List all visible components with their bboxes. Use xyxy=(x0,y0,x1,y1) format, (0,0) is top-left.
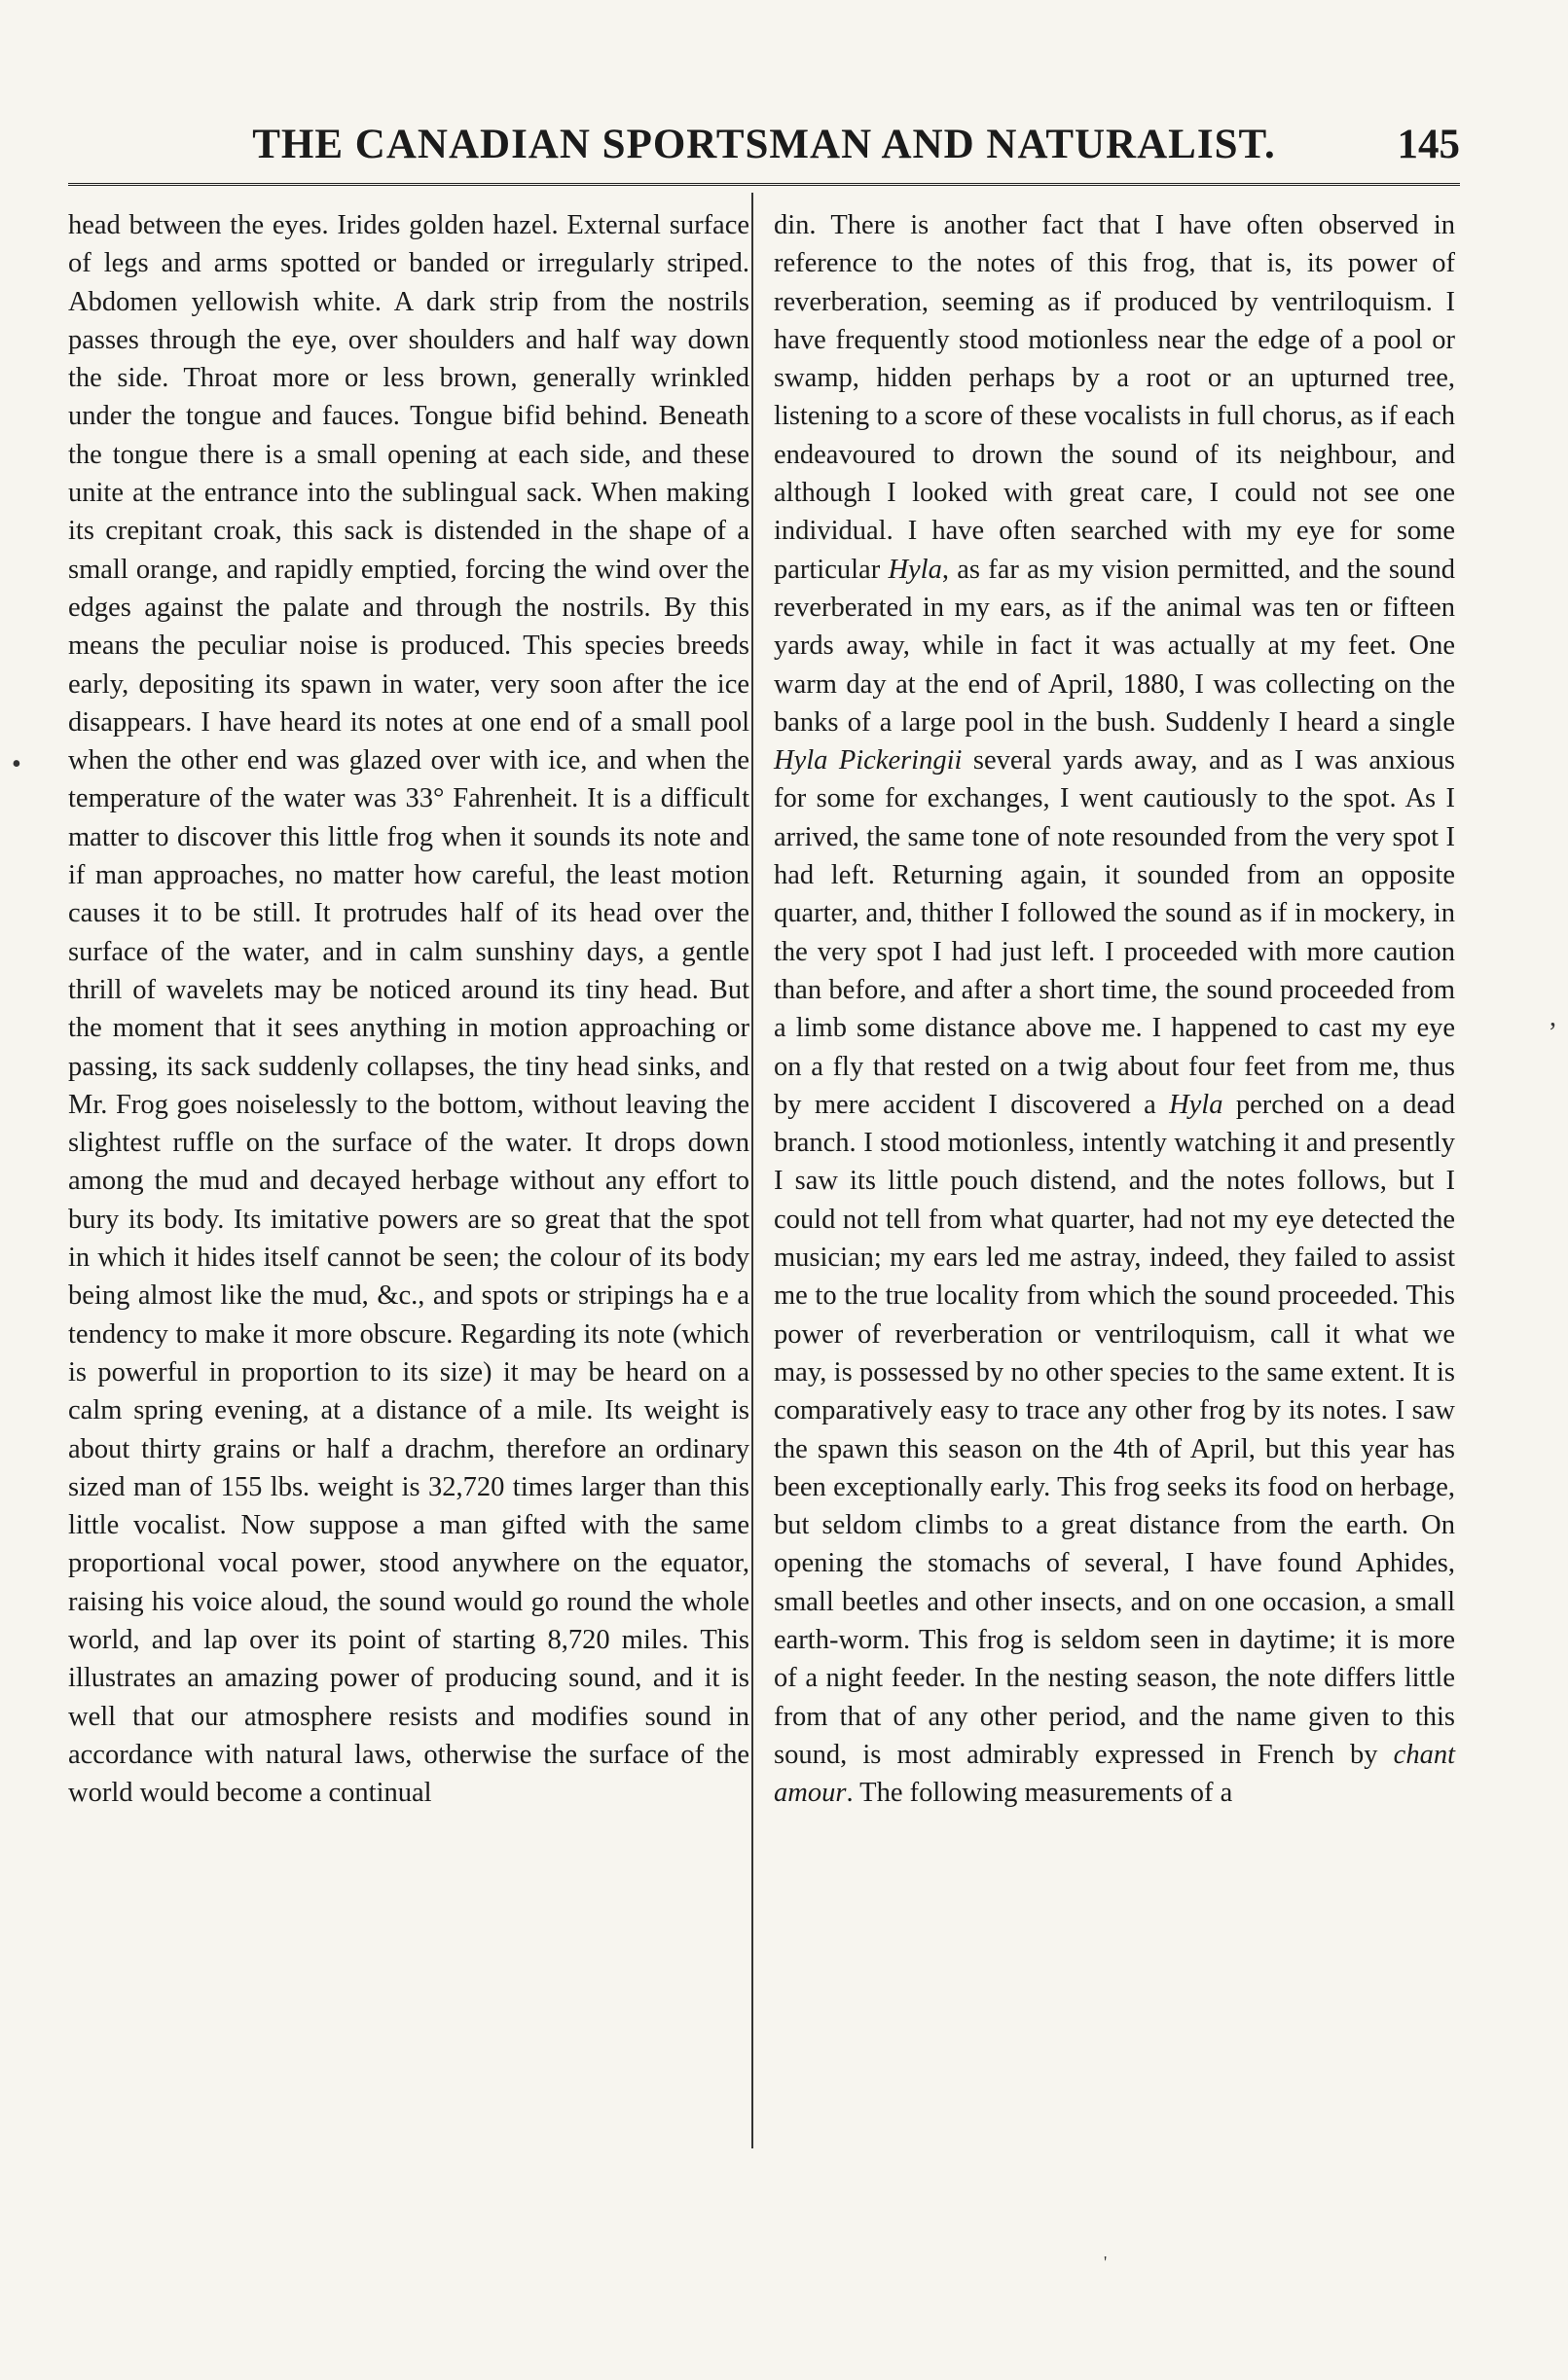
french-phrase: chant amour xyxy=(774,1739,1455,1809)
species-name-hyla-pickeringii: Hyla Pickeringii xyxy=(774,745,963,776)
species-name-hyla-2: Hyla xyxy=(1169,1089,1223,1120)
right-text-part-1: din. There is another fact that I have often observed in reference to the notes of this frog, that is, its power of reverberation, seeming as if produced by ventriloquism. I have frequently stood motionless near the edge of a pool or swamp, hidden perhaps by a root or an upturned tree, listening to a score of these vocalists in full chorus, as if each endeavoured to drown the sound of its neighbour, and although I looked with great care, I could not see one individual. I have often searched with my eye for some particular xyxy=(774,210,1455,585)
right-text-part-3: several yards away, and as I was anxious for some for exchanges, I went cautiously to the spot. As I arrived, the same tone of note resounded from the very spot I had left. Returning again, it sounded from an opposite quarter, and, thither I followed the sound as if in mockery, in the very spot I had just left. I proceeded with more caution than before, and after a short time, the sound proceeded from a limb some distance above me. I happened to cast my eye on a fly that rested on a twig about four feet from me, thus by mere accident I discovered a xyxy=(774,745,1455,1120)
right-column xyxy=(774,206,1455,1812)
column-divider xyxy=(751,193,753,2148)
margin-mark: , xyxy=(1550,1002,1556,1032)
left-column xyxy=(68,206,749,1812)
page-number: 145 xyxy=(1397,122,1460,167)
right-text-part-4: perched on a dead branch. I stood motionless, intently watching it and presently I saw its little pouch distend, and the notes follows, but I could not tell from what quarter, had not my eye detected the musician; my ears led me astray, indeed, they failed to assist me to the true locality from which the sound proceeded. This power of reverberation or ventriloquism, call it what we may, is possessed by no other species to the same extent. It is comparatively easy to trace any other frog by its notes. I saw the spawn this season on the 4th of April, but this year has been exceptionally early. This frog seeks its food on herbage, but seldom climbs to a great distance from the earth. On opening the stomachs of several, I have found Aphides, small beetles and other insects, and on one occasion, a small earth-worm. This frog is seldom seen in daytime; it is more of a night feeder. In the nesting season, the note differs little from that of any other period, and the name given to this sound, is most admirably expressed in French by xyxy=(774,1089,1456,1770)
right-text-part-5: . The following measurements of a xyxy=(846,1778,1233,1809)
running-header xyxy=(68,115,1460,173)
header-rule xyxy=(68,183,1460,186)
right-text-part-2: , as far as my vision permitted, and the sound reverberated in my ears, as if the animal was ten or fifteen yards away, while in fact it was actually at my feet. One warm day at the end of April, 1880, I was collecting on the banks of a large pool in the bush. Suddenly I heard a single xyxy=(774,554,1455,738)
species-name-hyla: Hyla xyxy=(888,554,942,585)
right-column-text xyxy=(774,206,1455,1812)
margin-bullet: • xyxy=(12,749,21,779)
left-column-text: head between the eyes. Irides golden hazel. External surface of legs and arms spotted or banded or irregularly striped. Abdomen yellowish white. A dark strip from the nostrils passes through the eye, over shoulders and half way down the side. Throat more or less brown, generally wrinkled under the tongue and fauces. Tongue bifid behind. Beneath the tongue there is a small opening at each side, and these unite at the entrance into the sublingual sack. When making its crepitant croak, this sack is distended in the shape of a small orange, and rapidly emptied, forcing the wind over the edges against the palate and through the nostrils. By this means the peculiar noise is produced. This species breeds early, depositing its spawn in water, very soon after the ice disappears. I have heard its notes at one end of a small pool when the other end was glazed over with ice, and when the temperature of the water was 33° Fahrenheit. It is a difficult matter to discover this little frog when it sounds its note and if man approaches, no matter how careful, the least motion causes it to be still. It protrudes half of its head over the surface of the water, and in calm sunshiny days, a gentle thrill of wavelets may be noticed around its tiny head. But the moment that it sees anything in motion approaching or passing, its sack suddenly collapses, the tiny head sinks, and Mr. Frog goes noiselessly to the bottom, without leaving the slightest ruffle on the surface of the water. It drops down among the mud and decayed herbage without any effort to bury its body. Its imitative powers are so great that the spot in which it hides itself cannot be seen; the colour of its body being almost like the mud, &c., and spots or stripings ha e a tendency to make it more obscure. Regarding its note (which is powerful in proportion to its size) it may be heard on a calm spring evening, at a distance of a mile. Its weight is about thirty grains or half a drachm, therefore an ordinary sized man of 155 lbs. weight is 32,720 times larger than this little vocalist. Now suppose a man gifted with the same proportional vocal power, stood anywhere on the equator, raising his voice aloud, the sound would go round the whole world, and lap over its point of starting 8,720 miles. This illustrates an amazing power of producing sound, and it is well that our atmosphere resists and modifies sound in accordance with natural laws, otherwise the surface of the world would become a continual xyxy=(68,210,749,1809)
bottom-speck: ' xyxy=(1104,2253,1108,2272)
running-title: THE CANADIAN SPORTSMAN AND NATURALIST. xyxy=(252,122,1276,167)
